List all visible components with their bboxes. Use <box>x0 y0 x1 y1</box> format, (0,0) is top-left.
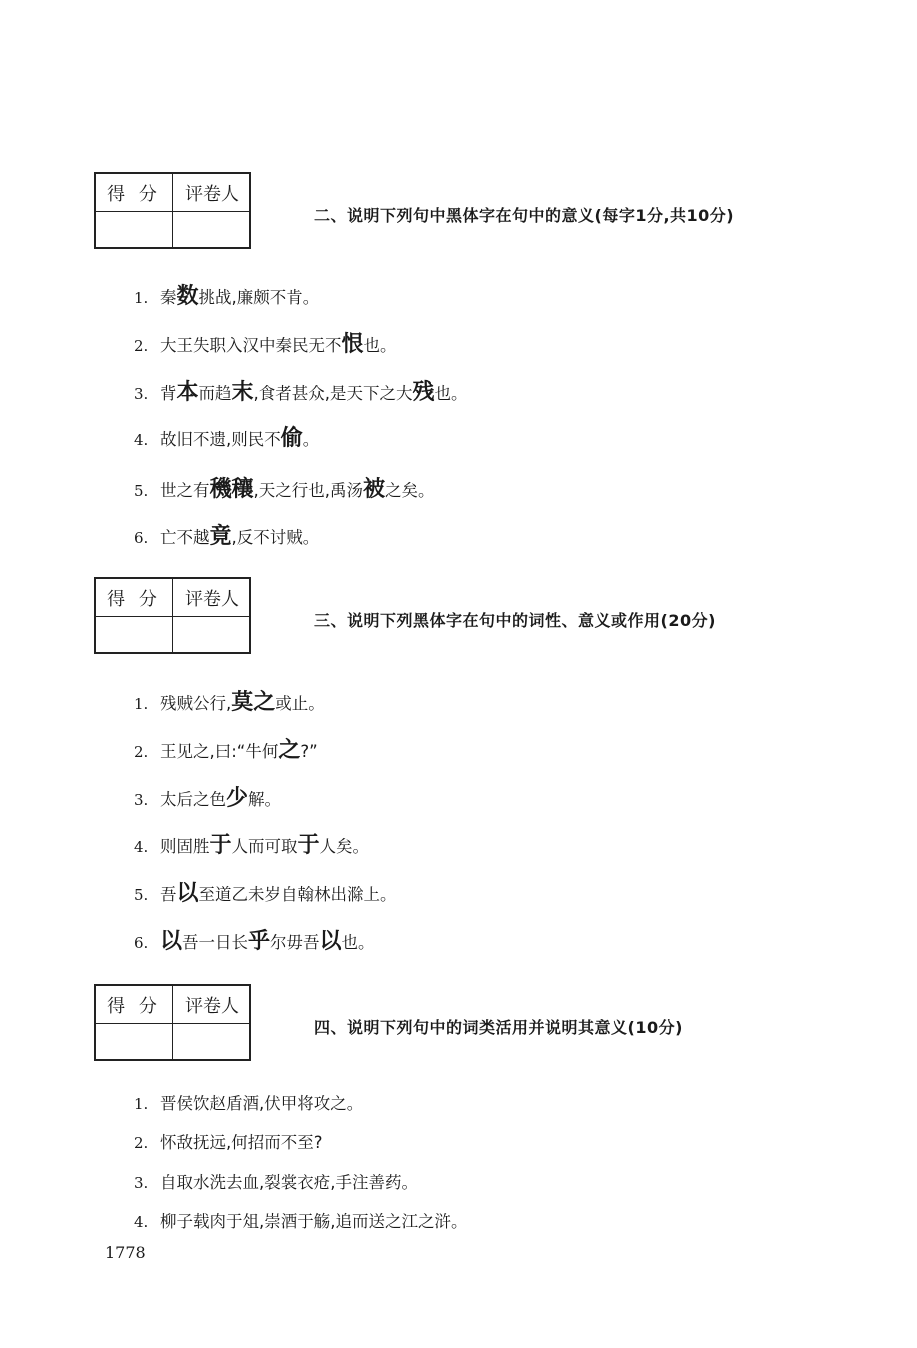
question-text: 解。 <box>248 790 282 809</box>
question-number: 5. <box>134 886 149 904</box>
question-text: 人矣。 <box>319 837 370 856</box>
question-text: 人而可取 <box>231 837 298 856</box>
question-text: 至道乙未岁自翰林出滁上。 <box>198 885 397 904</box>
page-number: 1778 <box>105 1243 146 1262</box>
question-number: 6. <box>134 529 149 547</box>
question-text: 亡不越 <box>160 528 210 547</box>
question-text: 故旧不遗,则民不 <box>160 430 281 449</box>
question-number: 3. <box>134 385 149 403</box>
question-text: 则固胜 <box>160 837 210 856</box>
question-number: 2. <box>134 1134 149 1152</box>
bold-keyword: 乎 <box>248 929 271 954</box>
score-box <box>94 577 251 654</box>
question-text: 也。 <box>363 336 397 355</box>
section-title: 三、说明下列黑体字在句中的词性、意义或作用(20分) <box>314 611 716 630</box>
bold-keyword: 竟 <box>209 524 232 549</box>
bold-keyword: 以 <box>160 929 183 954</box>
score-label: 得 分 <box>96 986 173 1024</box>
grader-field[interactable] <box>173 1024 251 1061</box>
bold-keyword: 被 <box>363 477 386 502</box>
question-text: 挑战,廉颇不肯。 <box>198 288 320 307</box>
question-text: 太后之色 <box>160 790 226 809</box>
question-number: 4. <box>134 431 149 449</box>
grader-label: 评卷人 <box>173 986 251 1024</box>
question-number: 1. <box>134 695 149 713</box>
question-text: ,反不讨贼。 <box>231 528 320 547</box>
question-text: 柳子载肉于俎,崇酒于觞,追而送之江之浒。 <box>160 1212 468 1231</box>
question-number: 3. <box>134 791 149 809</box>
question-number: 5. <box>134 482 149 500</box>
question-item <box>134 1130 323 1156</box>
question-number: 4. <box>134 838 149 856</box>
question-item <box>134 284 319 311</box>
section-title: 二、说明下列句中黑体字在句中的意义(每字1分,共10分) <box>314 206 735 225</box>
question-item <box>134 426 319 453</box>
bold-keyword: 于 <box>297 833 320 858</box>
bold-keyword: 之 <box>278 738 301 763</box>
question-text: ,天之行也,禹汤 <box>253 481 364 500</box>
question-text: 也。 <box>341 933 375 952</box>
question-text: 怀敌抚远,何招而不至? <box>160 1133 323 1152</box>
question-text: 尔毋吾 <box>270 933 320 952</box>
question-number: 1. <box>134 1095 149 1113</box>
question-item <box>134 524 319 551</box>
bold-keyword: 本 <box>176 380 199 405</box>
question-text: 也。 <box>434 384 468 403</box>
score-label: 得 分 <box>96 174 173 212</box>
bold-keyword: 莫之 <box>231 690 276 715</box>
score-field[interactable] <box>96 1024 173 1061</box>
question-number: 2. <box>134 337 149 355</box>
section-title: 四、说明下列句中的词类活用并说明其意义(10分) <box>314 1018 683 1037</box>
question-text: 之矣。 <box>385 481 435 500</box>
grader-field[interactable] <box>173 212 251 249</box>
question-text: ,食者甚众,是天下之大 <box>253 384 413 403</box>
question-text: 秦 <box>160 288 177 307</box>
question-text: 吾 <box>160 885 177 904</box>
bold-keyword: 以 <box>319 929 342 954</box>
question-item <box>134 881 397 908</box>
question-item <box>134 786 281 813</box>
question-item <box>134 1170 418 1196</box>
question-item <box>134 929 375 956</box>
grader-field[interactable] <box>173 617 251 654</box>
question-item <box>134 380 468 407</box>
question-item <box>134 690 325 717</box>
bold-keyword: 恨 <box>341 332 364 357</box>
question-text: 大王失职入汉中秦民无不 <box>160 336 342 355</box>
score-field[interactable] <box>96 212 173 249</box>
question-text: 残贼公行, <box>160 694 232 713</box>
bold-keyword: 偷 <box>280 426 303 451</box>
question-number: 1. <box>134 289 149 307</box>
question-item <box>134 477 435 504</box>
question-text: 王见之,曰:“牛何 <box>160 742 279 761</box>
score-label: 得 分 <box>96 579 173 617</box>
question-item <box>134 738 318 765</box>
question-text: 吾一日长 <box>182 933 249 952</box>
question-item <box>134 332 397 359</box>
question-text: 背 <box>160 384 177 403</box>
bold-keyword: 少 <box>226 786 249 811</box>
bold-keyword: 数 <box>176 284 199 309</box>
question-text: 而趋 <box>198 384 232 403</box>
question-number: 6. <box>134 934 149 952</box>
bold-keyword: 残 <box>412 380 435 405</box>
grader-label: 评卷人 <box>173 579 251 617</box>
score-box <box>94 984 251 1061</box>
question-number: 2. <box>134 743 149 761</box>
question-item <box>134 1209 468 1235</box>
question-text: 世之有 <box>160 481 210 500</box>
grader-label: 评卷人 <box>173 174 251 212</box>
score-box <box>94 172 251 249</box>
bold-keyword: 于 <box>209 833 232 858</box>
question-text: 或止。 <box>275 694 325 713</box>
bold-keyword: 以 <box>176 881 199 906</box>
question-text: 自取水洗去血,裂裳衣疮,手注善药。 <box>160 1173 418 1192</box>
question-text: ?” <box>300 742 318 761</box>
question-number: 4. <box>134 1213 149 1231</box>
question-item <box>134 833 369 860</box>
bold-keyword: 末 <box>231 380 254 405</box>
question-text: 。 <box>302 430 320 449</box>
question-number: 3. <box>134 1174 149 1192</box>
score-field[interactable] <box>96 617 173 654</box>
question-item <box>134 1091 363 1117</box>
bold-keyword: 穖穰 <box>209 477 254 502</box>
question-text: 晋侯饮赵盾酒,伏甲将攻之。 <box>160 1094 364 1113</box>
